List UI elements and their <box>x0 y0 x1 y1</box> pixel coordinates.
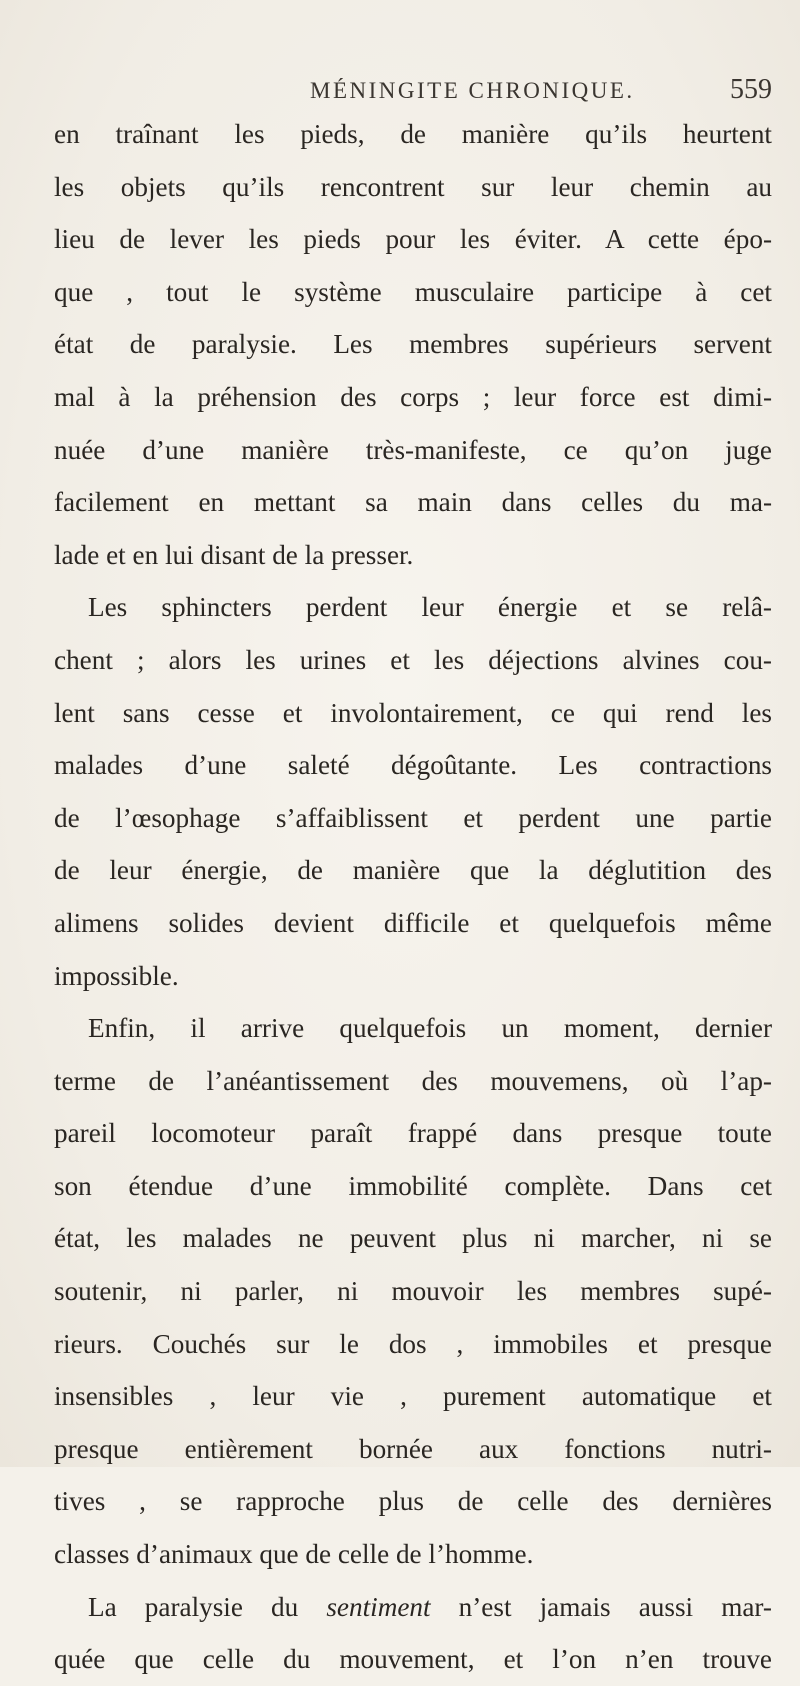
text-line: en traînant les pieds, de manière qu’ils heurtent <box>54 119 772 149</box>
text-line: soutenir, ni parler, ni mouvoir les membres supé- <box>54 1276 772 1307</box>
text-line: état de paralysie. Les membres supérieurs servent <box>54 329 772 360</box>
text-line: insensibles , leur vie , purement automatique et <box>54 1381 772 1412</box>
body-text <box>54 108 772 1686</box>
running-head <box>54 72 774 106</box>
text-line: lent sans cesse et involontairement, ce qui rend les <box>54 697 772 728</box>
text-line: rieurs. Couchés sur le dos , immobiles et presque <box>54 1328 772 1359</box>
text-line: pareil locomoteur paraît frappé dans presque toute <box>54 1118 772 1149</box>
text-line: classes d’animaux que de celle de l’homme. <box>54 1539 534 1570</box>
text-line: Les sphincters perdent leur énergie et se relâ- <box>88 592 772 623</box>
text-line: facilement en mettant sa main dans celles du ma- <box>54 487 772 518</box>
page-number: 559 <box>730 74 772 105</box>
text-line: chent ; alors les urines et les déjections alvines cou- <box>54 644 772 675</box>
text-line: terme de l’anéantissement des mouvemens, où l’ap- <box>54 1065 772 1096</box>
emphasis: sentiment <box>326 1591 431 1622</box>
text-line: impossible. <box>54 960 179 991</box>
text-line: lade et en lui disant de la presser. <box>54 539 414 570</box>
text-line: alimens solides devient difficile et quelquefois même <box>54 907 772 938</box>
text-line: Enfin, il arrive quelquefois un moment, dernier <box>88 1013 772 1044</box>
running-title: MÉNINGITE CHRONIQUE. <box>310 78 635 103</box>
text-line: les objets qu’ils rencontrent sur leur chemin au <box>54 171 772 202</box>
text-line: quée que celle du mouvement, et l’on n’en trouve <box>54 1644 772 1675</box>
text-line: son étendue d’une immobilité complète. Dans cet <box>54 1170 772 1201</box>
text-line: de l’œsophage s’affaiblissent et perdent une partie <box>54 802 772 833</box>
text-line: nuée d’une manière très-manifeste, ce qu’on juge <box>54 434 772 465</box>
text-line: lieu de lever les pieds pour les éviter. A cette épo- <box>54 224 772 255</box>
text-line: état, les malades ne peuvent plus ni marcher, ni se <box>54 1223 772 1254</box>
text-line: presque entièrement bornée aux fonctions nutri- <box>54 1433 772 1464</box>
text-line: mal à la préhension des corps ; leur force est dimi- <box>54 381 772 412</box>
text-line: malades d’une saleté dégoûtante. Les contractions <box>54 750 772 781</box>
text-line: tives , se rapproche plus de celle des dernières <box>54 1486 772 1517</box>
text-line: que , tout le système musculaire participe à cet <box>54 276 772 307</box>
text-line: La paralysie du sentiment n’est jamais aussi mar- <box>88 1591 772 1622</box>
text-line: de leur énergie, de manière que la déglutition des <box>54 855 772 886</box>
